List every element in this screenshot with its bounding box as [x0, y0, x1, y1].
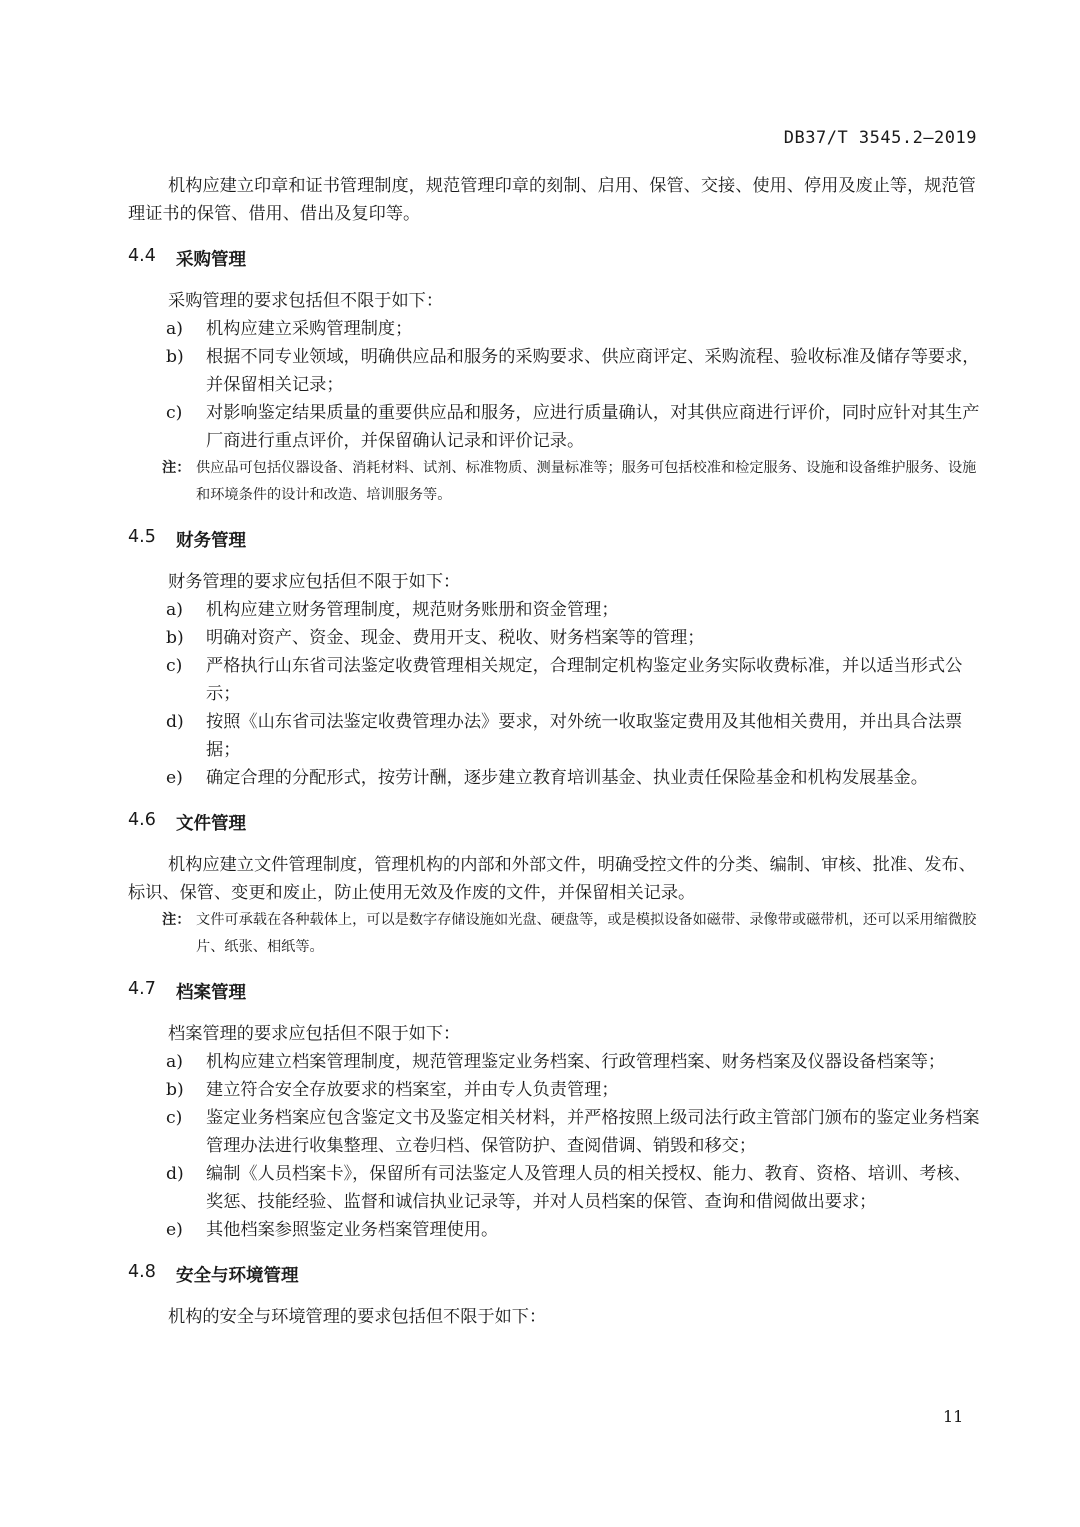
section-heading-4-7	[128, 979, 980, 1004]
list-item: b) 明确对资产、资金、现金、费用开支、税收、财务档案等的管理；	[166, 628, 705, 648]
list-item: c) 严格执行山东省司法鉴定收费管理相关规定，合理制定机构鉴定业务实际收费标准，并以适当形式公示；	[166, 656, 963, 704]
section-title: 档案管理	[176, 983, 246, 1003]
item-list	[128, 315, 980, 455]
note-label: 注：	[162, 460, 191, 476]
section-title: 文件管理	[176, 814, 246, 834]
list-item: d) 按照《山东省司法鉴定收费管理办法》要求，对外统一收取鉴定费用及其他相关费用，并出具合法票据；	[166, 712, 963, 760]
list-item: e) 确定合理的分配形式，按劳计酬，逐步建立教育培训基金、执业责任保险基金和机构发展基金。	[166, 768, 928, 788]
page-content	[128, 172, 980, 1331]
section-heading-4-8	[128, 1262, 980, 1287]
section-number: 4.4	[128, 246, 156, 266]
section-number: 4.5	[128, 527, 156, 547]
list-item: b) 根据不同专业领域，明确供应品和服务的采购要求、供应商评定、采购流程、验收标准及储存等要求，并保留相关记录；	[166, 347, 980, 395]
standard-code: DB37/T 3545.2—2019	[783, 128, 977, 148]
list-item: a) 机构应建立档案管理制度，规范管理鉴定业务档案、行政管理档案、财务档案及仪器设备档案等；	[166, 1052, 946, 1072]
section-heading-4-4	[128, 246, 980, 271]
note	[128, 455, 980, 509]
page-number: 11	[943, 1407, 964, 1426]
note-text: 供应品可包括仪器设备、消耗材料、试剂、标准物质、测量标准等；服务可包括校准和检定服务、设施和设备维护服务、设施和环境条件的设计和改造、培训服务等。	[196, 460, 977, 503]
section-number: 4.8	[128, 1262, 156, 1282]
section-lead: 财务管理的要求应包括但不限于如下：	[168, 572, 461, 592]
section-title: 安全与环境管理	[176, 1266, 299, 1286]
note	[128, 907, 980, 961]
intro-paragraph: 机构应建立印章和证书管理制度，规范管理印章的刻制、启用、保管、交接、使用、停用及废止等，规范管理证书的保管、借用、借出及复印等。	[128, 176, 976, 224]
section-title: 采购管理	[176, 250, 246, 270]
section-number: 4.7	[128, 979, 156, 999]
section-number: 4.6	[128, 810, 156, 830]
section-lead: 档案管理的要求应包括但不限于如下：	[168, 1024, 461, 1044]
list-item: c) 鉴定业务档案应包含鉴定文书及鉴定相关材料，并严格按照上级司法行政主管部门颁布的鉴定业务档案管理办法进行收集整理、立卷归档、保管防护、查阅借调、销毁和移交；	[166, 1108, 980, 1156]
section-title: 财务管理	[176, 531, 246, 551]
list-item: a) 机构应建立财务管理制度，规范财务账册和资金管理；	[166, 600, 619, 620]
note-label: 注：	[162, 912, 191, 928]
list-item: e) 其他档案参照鉴定业务档案管理使用。	[166, 1220, 499, 1240]
section-heading-4-6	[128, 810, 980, 835]
section-heading-4-5	[128, 527, 980, 552]
list-item: d) 编制《人员档案卡》，保留所有司法鉴定人及管理人员的相关授权、能力、教育、资格、培训、考核、奖惩、技能经验、监督和诚信执业记录等，并对人员档案的保管、查询和借阅做出要求；	[166, 1164, 971, 1212]
section-lead: 采购管理的要求包括但不限于如下：	[168, 291, 444, 311]
list-item: c) 对影响鉴定结果质量的重要供应品和服务，应进行质量确认，对其供应商进行评价，同时应针对其生产厂商进行重点评价，并保留确认记录和评价记录。	[166, 403, 980, 451]
item-list	[128, 1048, 980, 1244]
section-lead: 机构的安全与环境管理的要求包括但不限于如下：	[168, 1307, 547, 1327]
list-item: a) 机构应建立采购管理制度；	[166, 319, 413, 339]
item-list	[128, 596, 980, 792]
list-item: b) 建立符合安全存放要求的档案室，并由专人负责管理；	[166, 1080, 619, 1100]
section-lead: 机构应建立文件管理制度，管理机构的内部和外部文件，明确受控文件的分类、编制、审核、批准、发布、标识、保管、变更和废止，防止使用无效及作废的文件，并保留相关记录。	[128, 855, 976, 903]
note-text: 文件可承载在各种载体上，可以是数字存储设施如光盘、硬盘等，或是模拟设备如磁带、录像带或磁带机，还可以采用缩微胶片、纸张、相纸等。	[196, 912, 977, 955]
